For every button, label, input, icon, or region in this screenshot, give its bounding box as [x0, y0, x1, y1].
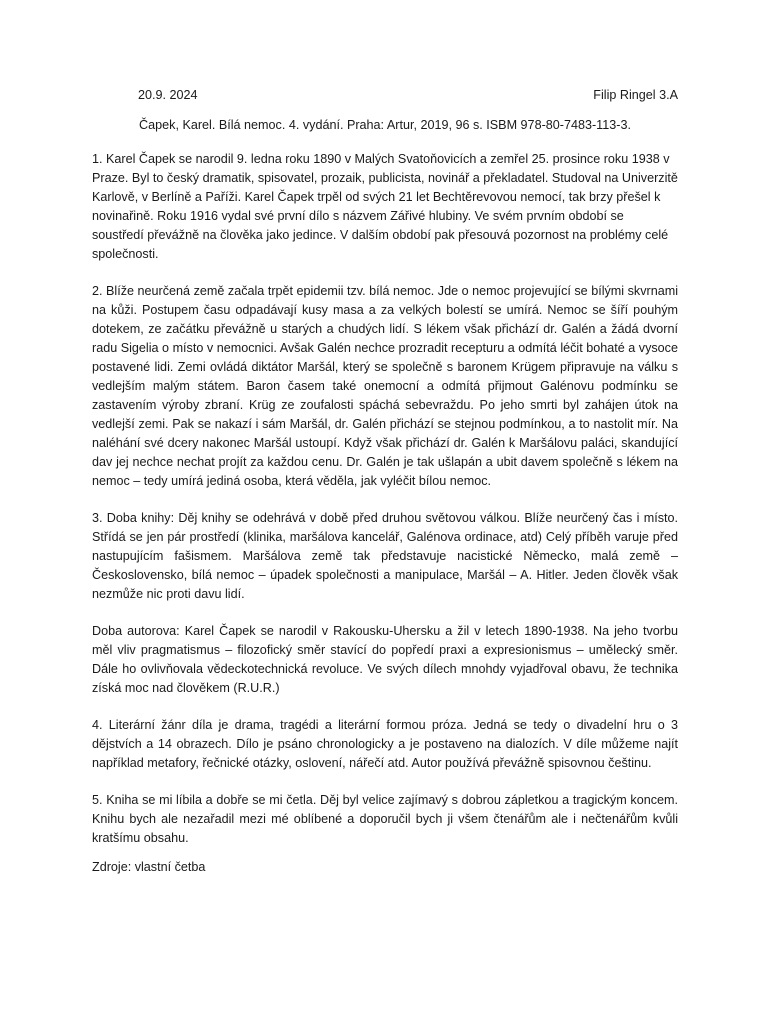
paragraph-author-era: Doba autorova: Karel Čapek se narodil v Rakousku-Uhersku a žil v letech 1890-1938. Na jeho tvorbu měl vliv pragmatismus – filozofický směr stavící do popředí praxi a expresionismus – umělecký směr. Dále ho ovlivňovala vědeckotechnická revoluce. Ve svých dílech mnohdy vyjadřoval obavu, že technika získá moc nad člověkem (R.U.R.): [92, 624, 678, 695]
document-author: Filip Ringel 3.A: [593, 88, 678, 102]
document-body: [92, 150, 678, 877]
document-date: 20.9. 2024: [138, 88, 198, 102]
book-citation: Čapek, Karel. Bílá nemoc. 4. vydání. Praha: Artur, 2019, 96 s. ISBM 978-80-7483-113-3.: [139, 118, 631, 132]
paragraph-book-era: 3. Doba knihy: Děj knihy se odehrává v době před druhou světovou válkou. Blíže neurčený čas i místo. Střídá se jen pár prostředí (klinika, maršálova kancelář, Galénova ordinace, atd) Celý příběh varuje před nastupujícím fašismem. Maršálova země tak představuje nacistické Německo, malá země – Československo, bílá nemoc – úpadek společnosti a manipulace, Maršál – A. Hitler. Jeden člověk však nezmůže nic proti davu lidí.: [92, 511, 678, 601]
source-note: Zdroje: vlastní četba: [92, 860, 206, 874]
paragraph-genre: 4. Literární žánr díla je drama, tragédi a literární formou próza. Jedná se tedy o divadelní hru o 3 dějstvích a 14 obrazech. Dílo je psáno chronologicky a je postaveno na dialozích. V díle můžeme najít například metafory, řečnické otázky, oslovení, nářečí atd. Autor používá převážně spisovnou češtinu.: [92, 718, 678, 770]
paragraph-plot: 2. Blíže neurčená země začala trpět epidemii tzv. bílá nemoc. Jde o nemoc projevující se bílými skvrnami na kůži. Postupem času odpadávají kusy masa a za velkých bolestí se umírá. Nemoc se šíří pouhým dotekem, ze začátku převážně u starých a chudých lidí. S lékem však přichází dr. Galén a žádá dvorní radu Sigelia o místo v nemocnici. Avšak Galén nechce prozradit recepturu a odmítá léčit bohaté a vysoce postavené lidi. Zemi ovládá diktátor Maršál, který se společně s baronem Krügem připravuje na válku s vedlejším malým státem. Baron časem také onemocní a odmítá přijmout Galénovu podmínku se zastavením výroby zbraní. Krüg ze zoufalosti spáchá sebevraždu. Po jeho smrti byl zahájen útok na vedlejší zemi. Pak se nakazí i sám Maršál, dr. Galén přichází se stejnou podmínkou, a to nastolit mír. Na naléhání své dcery nakonec Maršál ustoupí. Když však přichází dr. Galén k Maršálovu paláci, skandující dav jej nechce nechat projít za každou cenu. Dr. Galén je tak ušlapán a ubit davem společně s lékem na nemoc – tedy umírá jediná osoba, která věděla, jak vyléčit bílou nemoc.: [92, 284, 678, 488]
paragraph-opinion: 5. Kniha se mi líbila a dobře se mi četla. Děj byl velice zajímavý s dobrou zápletkou a tragickým koncem. Knihu bych ale nezařadil mezi mé oblíbené a doporučil bych ji všem čtenářům ale i nečtenářům kvůli kratšímu obsahu.: [92, 793, 678, 845]
document-header: [138, 86, 678, 106]
paragraph-author-bio: 1. Karel Čapek se narodil 9. ledna roku 1890 v Malých Svatoňovicích a zemřel 25. prosince roku 1938 v Praze. Byl to český dramatik, spisovatel, prozaik, publicista, novinář a překladatel. Studoval na Univerzitě Karlově, v Berlíně a Paříži. Karel Čapek trpěl od svých 21 let Bechtěrevovou nemocí, tak brzy přešel k novinařině. Roku 1916 vydal své první dílo s názvem Zářivé hlubiny. Ve svém prvním období se soustředí převážně na člověka jako jedince. V dalším období pak přesouvá pozornost na problémy celé společnosti.: [92, 152, 678, 261]
